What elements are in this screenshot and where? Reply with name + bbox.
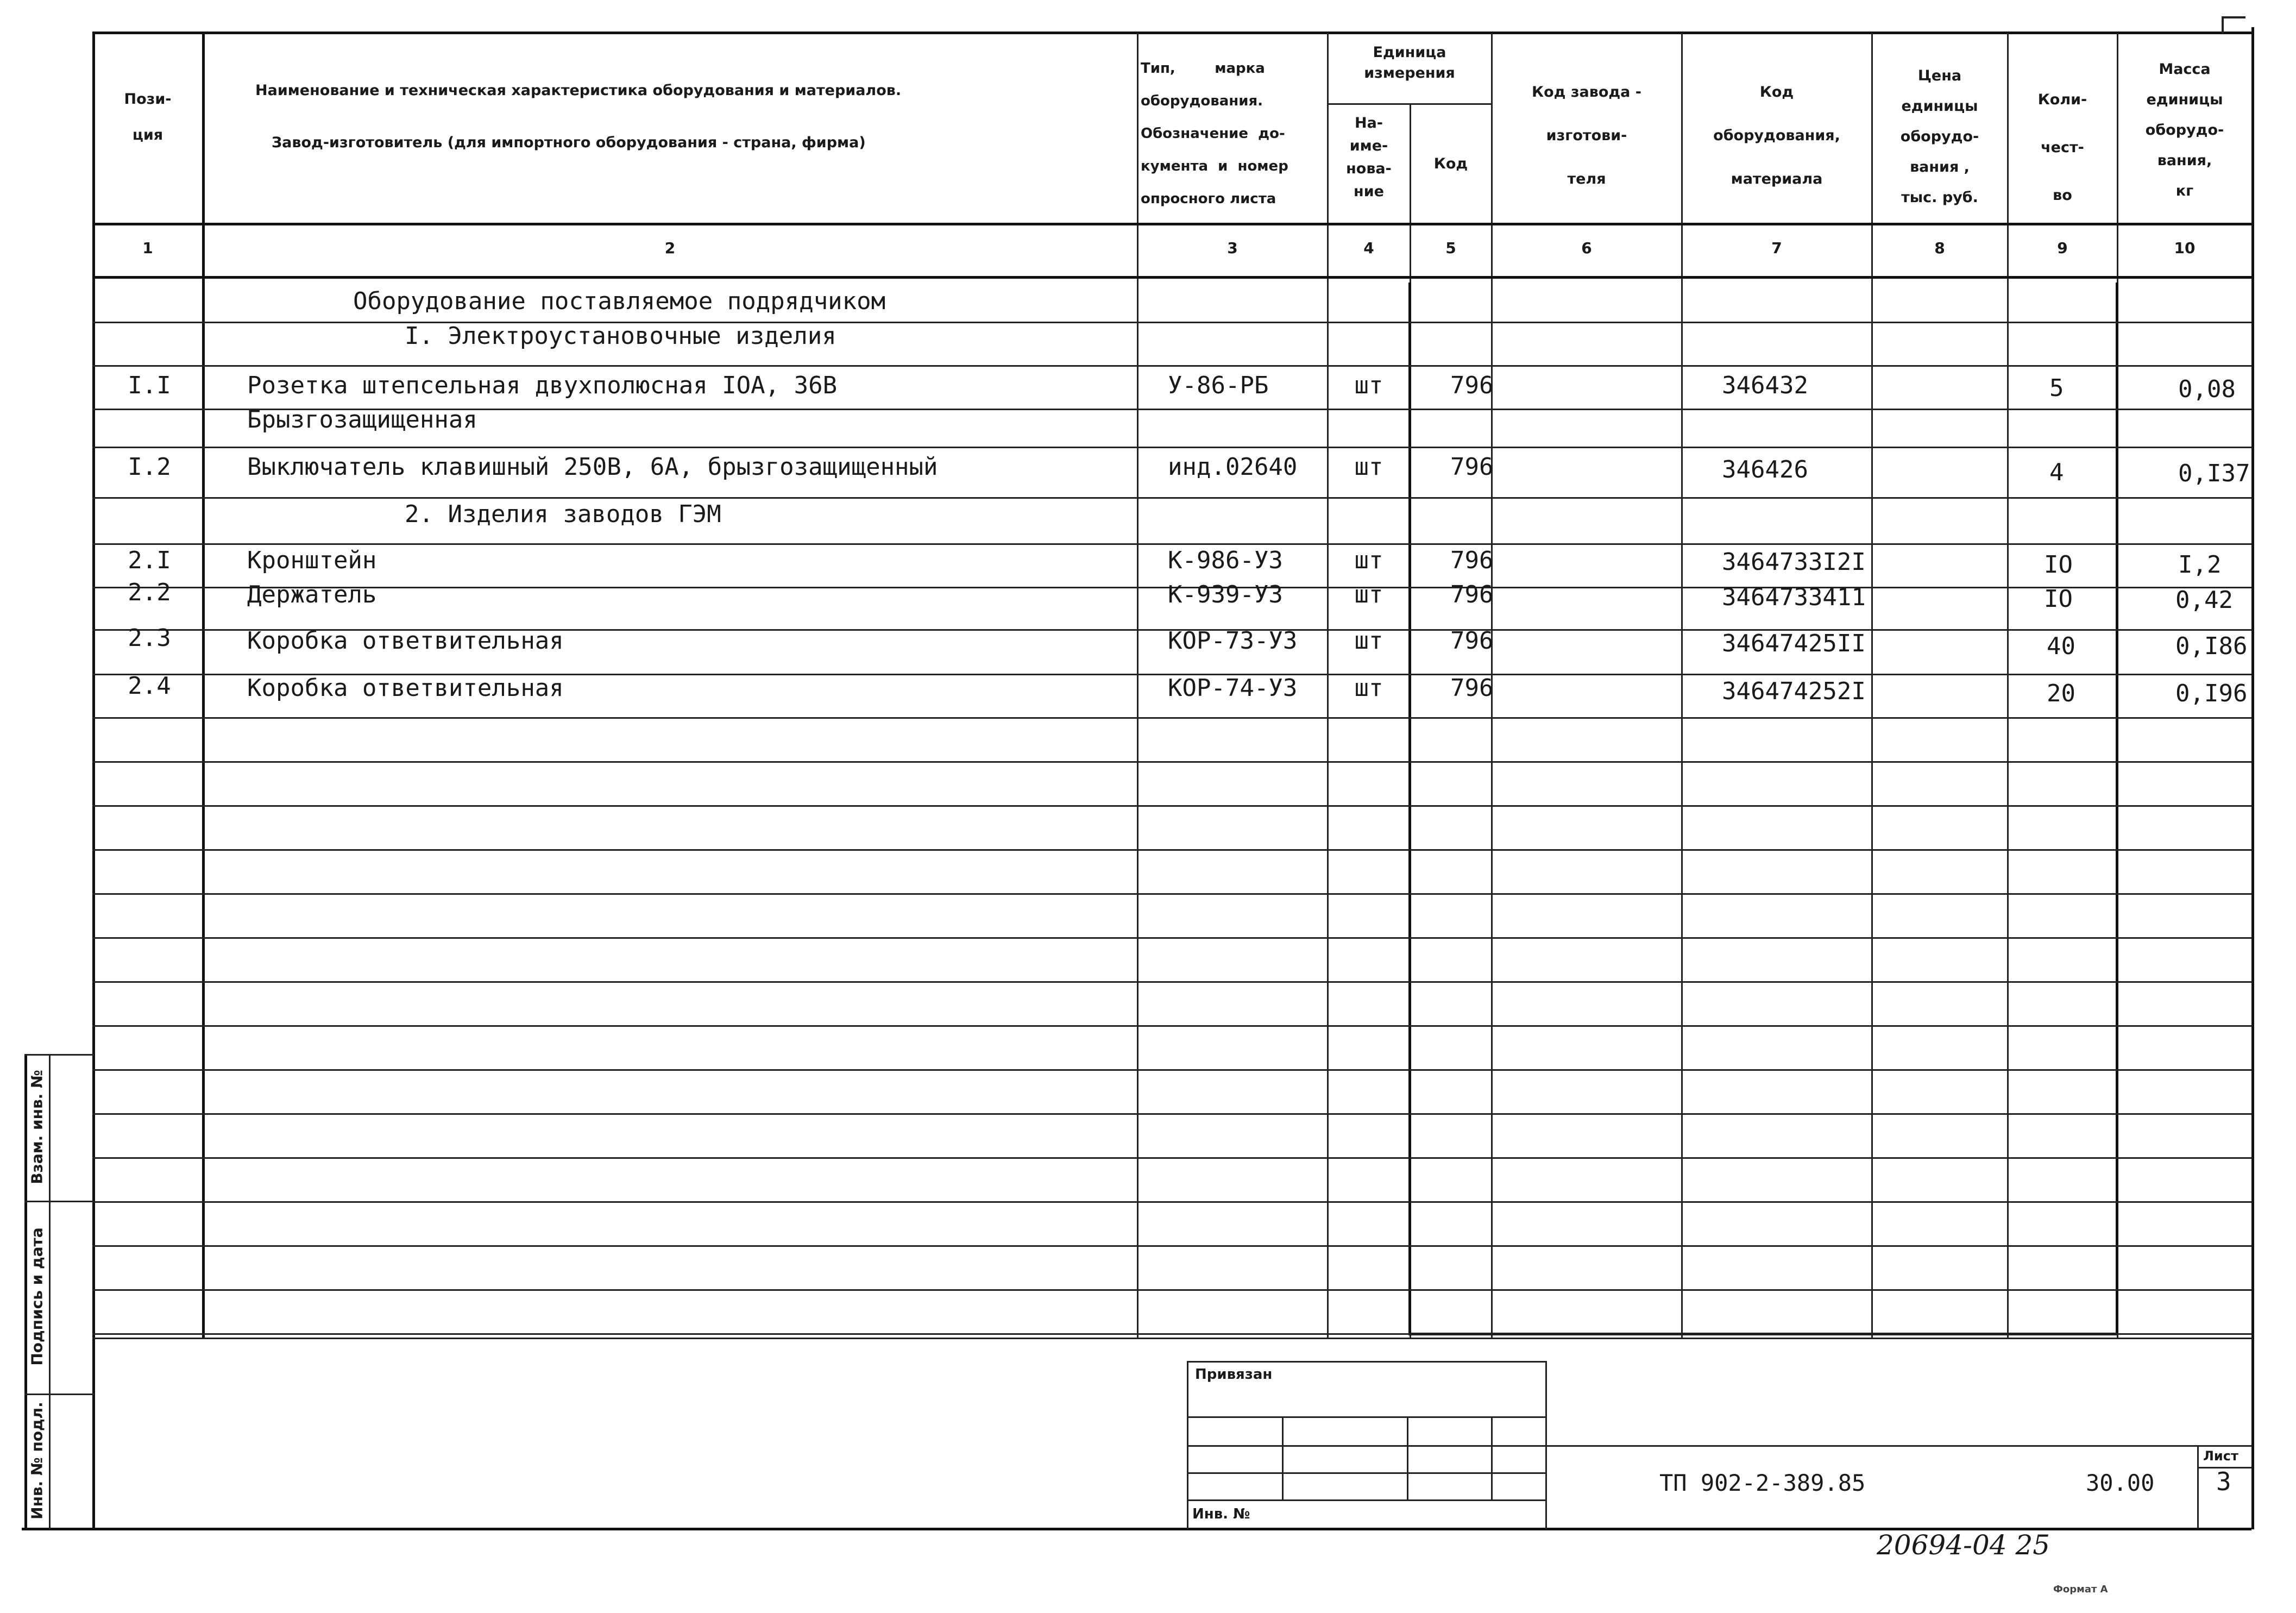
- header-col2-line2: Завод-изготовитель (для импортного оборудования - страна, фирма): [272, 134, 866, 151]
- header-bottom: [92, 223, 2251, 225]
- row-3-mass: I,2: [2178, 551, 2222, 579]
- doc-code: ТП 902-2-389.85: [1659, 1470, 1866, 1496]
- row-6-equip: 346474252I: [1722, 677, 1866, 705]
- row-5-type: КОР-73-УЗ: [1168, 627, 1298, 655]
- row-line: [92, 1333, 2251, 1335]
- sidebar-outer: [24, 1054, 27, 1529]
- row-4-type: К-939-УЗ: [1168, 581, 1283, 608]
- row-line: [92, 849, 2251, 851]
- row-2-mass: 0,I37: [2178, 460, 2250, 487]
- row-line: [92, 1245, 2251, 1247]
- header-col1: Пози- ция: [124, 91, 172, 143]
- stamp-col-1: [1282, 1416, 1284, 1499]
- row-4-mass: 0,42: [2175, 586, 2233, 614]
- col-sep-7: [1871, 33, 1873, 1338]
- row-2-equip: 346426: [1722, 456, 1808, 484]
- sidebar-inv-orig: Инв. № подл.: [28, 1402, 46, 1520]
- row-2-name: Выключатель клавишный 250B, 6A, брызгозащищенный: [247, 453, 938, 481]
- stamp-col-2: [1407, 1416, 1408, 1499]
- stamp-privyazan: Привязан: [1195, 1366, 1273, 1383]
- row-4-code: 796: [1450, 581, 1494, 608]
- row-4-name: Держатель: [247, 581, 377, 608]
- row-line: [92, 981, 2251, 983]
- row-2-type: инд.02640: [1168, 453, 1298, 481]
- section-2: 2. Изделия заводов ГЭМ: [405, 500, 721, 528]
- stamp-col-3: [1491, 1416, 1493, 1499]
- frame-left: [92, 33, 95, 1529]
- sidebar-inner: [49, 1054, 51, 1529]
- row-3-code: 796: [1450, 547, 1494, 574]
- colnum-4: 4: [1363, 239, 1374, 257]
- row-5-mass: 0,I86: [2175, 632, 2248, 660]
- row-4-qty: IO: [2044, 585, 2073, 613]
- colnum-2: 2: [664, 239, 676, 257]
- row-1-mass: 0,08: [2178, 375, 2236, 403]
- header-col10: Масса единицы оборудо- вания, кг: [2145, 61, 2224, 199]
- row-line: [92, 447, 2251, 448]
- row-line: [92, 717, 2251, 719]
- header-col9: Коли- чест- во: [2037, 91, 2087, 204]
- header-col3: Тип, марка оборудования. Обозначение до- кумента и номер опросного листа: [1141, 60, 1288, 207]
- row-6-code: 796: [1450, 674, 1494, 702]
- format-label: Формат А: [2053, 1584, 2108, 1595]
- corner-mark: [2222, 16, 2245, 34]
- col-sep-6: [1681, 33, 1683, 1338]
- colnum-3: 3: [1227, 239, 1238, 257]
- row-5-code: 796: [1450, 627, 1494, 655]
- row-line: [92, 497, 2251, 499]
- row-6-type: КОР-74-УЗ: [1168, 674, 1298, 702]
- row-2-pos: I.2: [128, 453, 171, 481]
- row-4-equip: 3464733411: [1722, 583, 1866, 611]
- row-line: [92, 1025, 2251, 1027]
- sheet-box-left: [2197, 1445, 2199, 1528]
- row-line: [92, 1113, 2251, 1115]
- section-main: Оборудование поставляемое подрядчиком: [353, 287, 886, 315]
- section-1: I. Электроустановочные изделия: [405, 322, 836, 350]
- row-5-unit: шт: [1354, 627, 1383, 655]
- row-line: [92, 805, 2251, 807]
- header-col6: Код завода - изготови- теля: [1532, 84, 1641, 187]
- row-3-qty: IO: [2044, 551, 2073, 579]
- colnum-1: 1: [142, 239, 153, 257]
- row-1-code: 796: [1450, 372, 1494, 399]
- row-line: [92, 365, 2251, 367]
- sheet-label: Лист: [2203, 1448, 2238, 1464]
- sidebar-inv-replace: Взам. инв. №: [28, 1070, 46, 1184]
- row-1-name: Розетка штепсельная двухполюсная IOA, 36B: [247, 372, 838, 399]
- header-col5: Код: [1433, 155, 1468, 172]
- col-sep-2: [1137, 33, 1138, 1338]
- handwritten-number: 20694-04 25: [1877, 1529, 2050, 1561]
- stamp-inv-no: Инв. №: [1192, 1506, 1250, 1522]
- header-sub-line: [1327, 103, 1491, 105]
- row-line: [92, 543, 2251, 545]
- row-6-qty: 20: [2047, 680, 2075, 707]
- row-6-mass: 0,I96: [2175, 680, 2248, 707]
- row-1-type: У-86-РБ: [1168, 372, 1269, 399]
- colnum-6: 6: [1581, 239, 1592, 257]
- row-3-pos: 2.I: [128, 547, 171, 574]
- row-line: [92, 1069, 2251, 1071]
- row-6-pos: 2.4: [128, 672, 171, 700]
- row-3-unit: шт: [1354, 547, 1383, 574]
- row-3-equip: 3464733I2I: [1722, 548, 1866, 576]
- row-1-qty: 5: [2049, 374, 2064, 402]
- row-line: [92, 1289, 2251, 1291]
- frame-top: [92, 32, 2251, 34]
- header-col7: Код оборудования, материала: [1713, 84, 1840, 187]
- bold-box-right: [2116, 283, 2118, 1334]
- row-line: [92, 937, 2251, 939]
- row-3-type: К-986-УЗ: [1168, 547, 1283, 574]
- row-6-unit: шт: [1354, 674, 1383, 702]
- stamp-top: [1187, 1361, 1545, 1363]
- colnum-7: 7: [1771, 239, 1782, 257]
- row-1-unit: шт: [1354, 372, 1383, 399]
- frame-right: [2251, 27, 2254, 1529]
- header-col4: На- име- нова- ние: [1346, 115, 1392, 200]
- row-1-equip: 346432: [1722, 372, 1808, 399]
- header-col2-line1: Наименование и техническая характеристика оборудования и материалов.: [255, 82, 902, 99]
- row-line: [92, 761, 2251, 763]
- stamp-row-4: [1187, 1499, 1545, 1501]
- row-2-qty: 4: [2049, 459, 2064, 486]
- col-sep-8: [2007, 33, 2009, 1338]
- row-1-pos: I.I: [128, 372, 171, 399]
- table-bottom: [92, 1338, 2251, 1339]
- colnum-10: 10: [2174, 239, 2196, 257]
- row-5-qty: 40: [2047, 632, 2075, 660]
- sidebar-sign-date: Подпись и дата: [28, 1227, 46, 1366]
- colnum-5: 5: [1445, 239, 1456, 257]
- bold-box-left: [1408, 283, 1411, 1334]
- colnum-9: 9: [2057, 239, 2068, 257]
- row-2-code: 796: [1450, 453, 1494, 481]
- header-col8: Цена единицы оборудо- вания , тыс. руб.: [1900, 67, 1979, 206]
- row-5-pos: 2.3: [128, 624, 171, 652]
- header-unit-group: Единица измерения: [1364, 44, 1455, 81]
- row-line: [92, 893, 2251, 895]
- row-5-name: Коробка ответвительная: [247, 627, 564, 655]
- row-6-name: Коробка ответвительная: [247, 674, 564, 702]
- row-line: [92, 1157, 2251, 1159]
- colnum-bottom: [92, 276, 2251, 279]
- row-2-unit: шт: [1354, 453, 1383, 481]
- row-line: [92, 1201, 2251, 1203]
- row-1-name-cont: Брызгозащищенная: [247, 406, 477, 434]
- row-4-pos: 2.2: [128, 579, 171, 606]
- sheet-number: 3: [2216, 1467, 2231, 1496]
- row-3-name: Кронштейн: [247, 547, 377, 574]
- row-4-unit: шт: [1354, 581, 1383, 608]
- doc-section: 30.00: [2086, 1470, 2155, 1496]
- title-top: [1545, 1445, 2251, 1447]
- row-5-equip: 34647425II: [1722, 630, 1866, 657]
- colnum-8: 8: [1934, 239, 1945, 257]
